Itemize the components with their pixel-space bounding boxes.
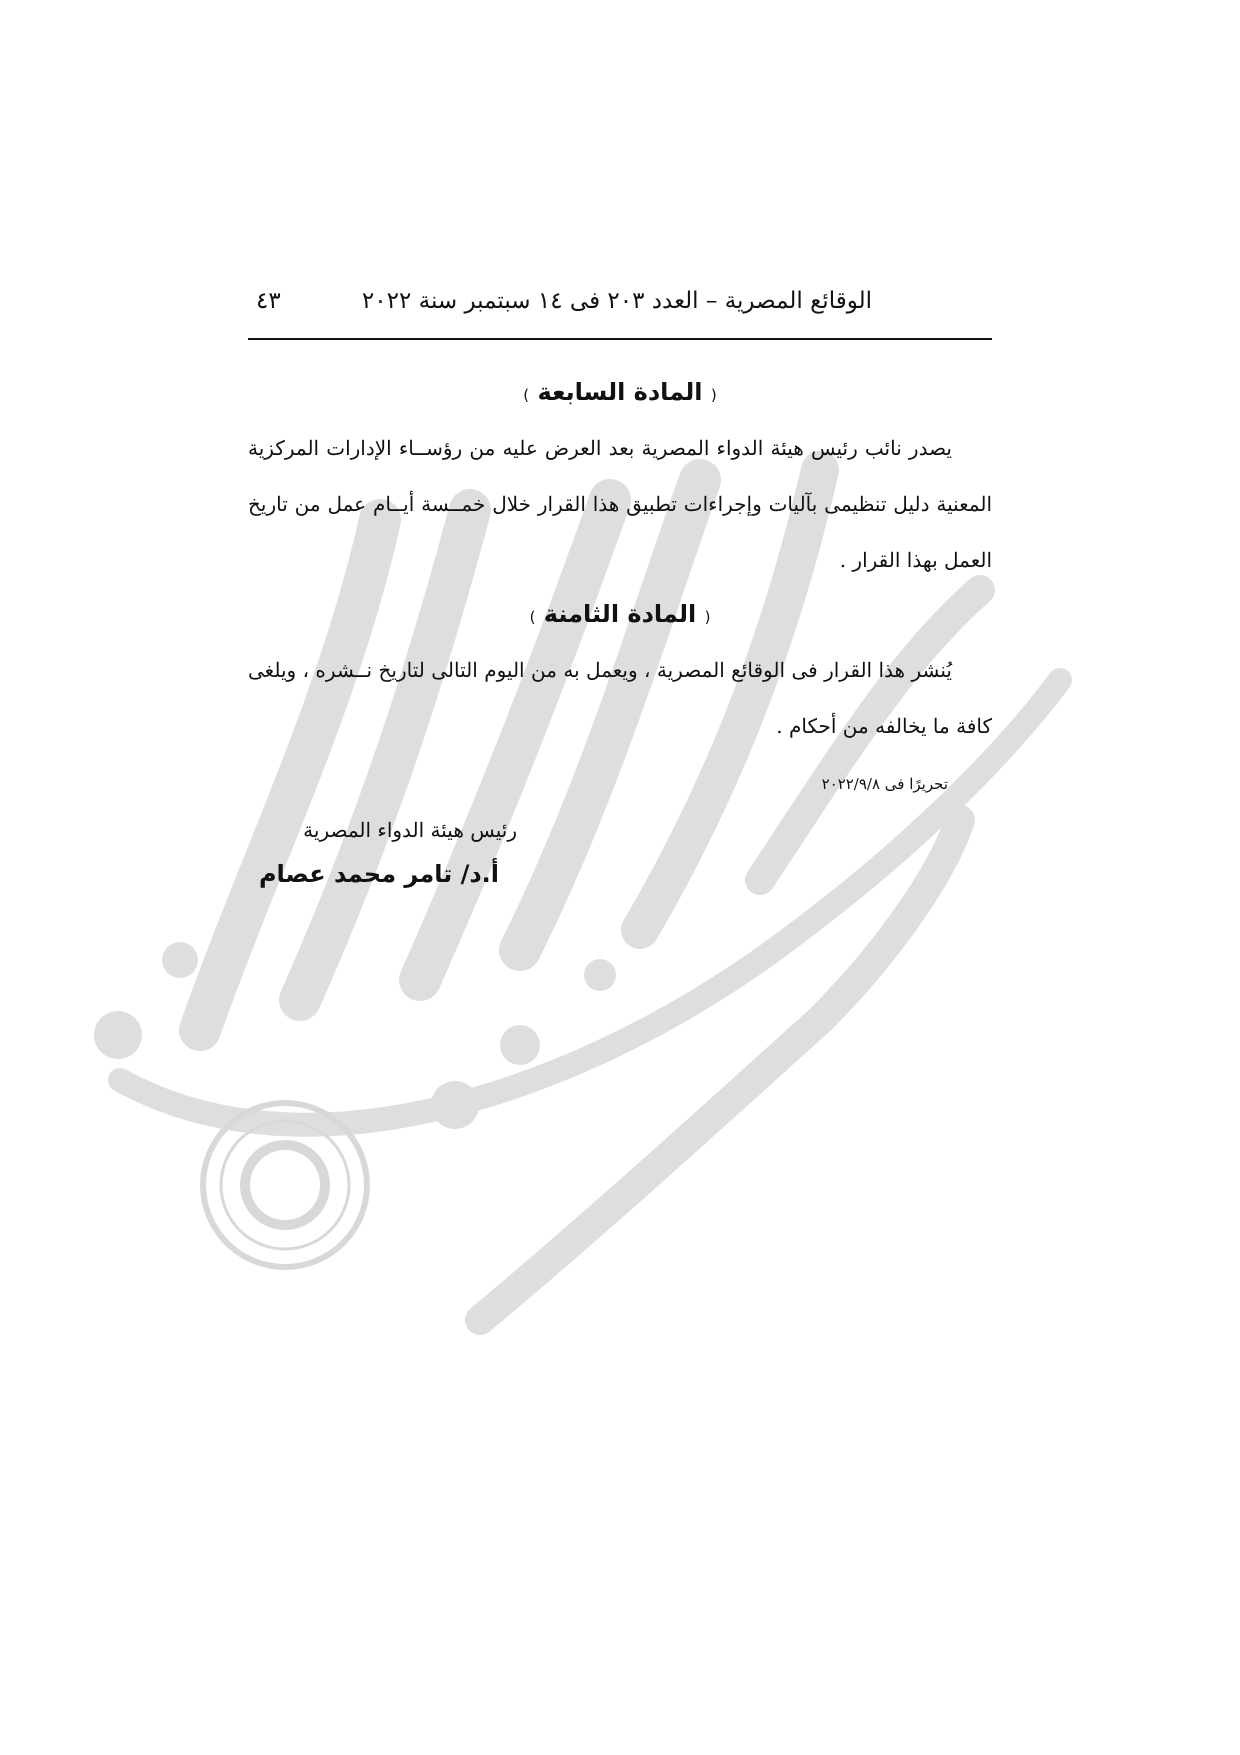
article-paragraph: يصدر نائب رئيس هيئة الدواء المصرية بعد العرض عليه من رؤســاء الإدارات المركزية المعنية دليل تنظيمى بآليات وإجراءات تطبيق هذا القرار خلال خمــسة أيــام عمل من تاريخ العمل بهذا القرار . — [248, 436, 992, 572]
signer-title: رئيس هيئة الدواء المصرية — [303, 818, 517, 842]
header-title: الوقائع المصرية – العدد ٢٠٣ فى ١٤ سبتمبر سنة ٢٠٢٢ — [361, 288, 872, 314]
signer-name: أ.د/ تامر محمد عصام — [258, 860, 499, 888]
article-title: المادة السابعة — [537, 378, 703, 406]
heading-open-paren: ( — [710, 386, 717, 404]
heading-close-paren: ) — [529, 608, 536, 626]
heading-open-paren: ( — [704, 608, 711, 626]
article-heading — [248, 600, 992, 628]
issue-date: تحريرًا فى ٢٠٢٢/٩/٨ — [821, 775, 948, 793]
heading-close-paren: ) — [523, 386, 530, 404]
page-header — [248, 280, 992, 340]
page-number: ٤٣ — [256, 288, 281, 314]
article-title: المادة الثامنة — [543, 600, 697, 628]
article-paragraph: يُنشر هذا القرار فى الوقائع المصرية ، ويعمل به من اليوم التالى لتاريخ نــشره ، ويلغى كافة ما يخالفه من أحكام . — [248, 658, 992, 738]
article-heading — [248, 378, 992, 406]
